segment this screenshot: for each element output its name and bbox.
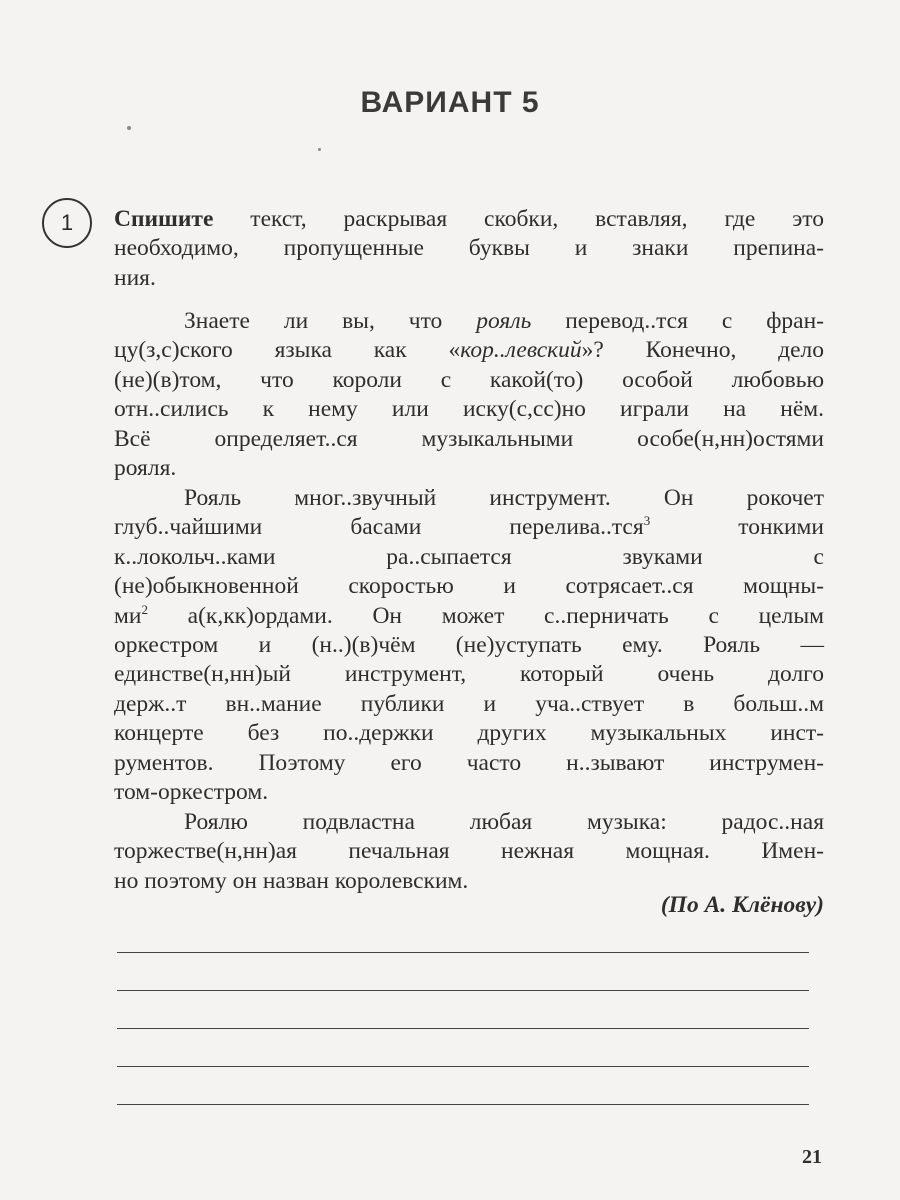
- text-line: но поэтому он назван королевским.: [114, 867, 469, 894]
- variant-title: ВАРИАНТ 5: [360, 86, 540, 119]
- text-line: (не)обыкновенной скоростью и сотрясает..ся мощны-: [114, 573, 824, 600]
- text-paragraph-1: [114, 307, 824, 483]
- text-line: Всё определяет..ся музыкальными особе(н,нн)остями: [114, 425, 824, 452]
- text-line: торжестве(н,нн)ая печальная нежная мощная. Имен-: [114, 838, 824, 865]
- text-line: держ..т вн..мание публики и уча..ствует в больш..м: [114, 690, 824, 717]
- instruction-line: ния.: [114, 264, 156, 291]
- task-number-badge: 1: [42, 198, 92, 248]
- text-paragraph-3: [114, 808, 824, 896]
- text-line: отн..сились к нему или иску(с,сс)но играли на нём.: [114, 396, 824, 423]
- answer-line[interactable]: [117, 1104, 809, 1105]
- footnote-marker: 3: [643, 513, 651, 529]
- text-line: глуб..чайшими басами перелива..тся$^3$ тонкими: [114, 513, 825, 541]
- page-number: 21: [802, 1146, 822, 1168]
- instruction-line: необходимо, пропущенные буквы и знаки препина-: [114, 235, 824, 262]
- text-line: Знаете ли вы, что рояль перевод..тся с фран-: [184, 308, 824, 334]
- source-attribution: (По А. Клёнову): [660, 892, 824, 918]
- text-line: Роялю подвластна любая музыка: радос..ная: [184, 809, 824, 835]
- answer-line[interactable]: [117, 1066, 809, 1067]
- instruction-line: Спишите текст, раскрывая скобки, вставляя, где это: [114, 206, 824, 232]
- instruction-lead: Спишите: [114, 206, 214, 232]
- text-line: (не)(в)том, что короли с какой(то) особой любовью: [114, 366, 824, 393]
- answer-line[interactable]: [117, 952, 809, 953]
- italic-word: рояль: [476, 308, 532, 334]
- text-line: Рояль мног..звучный инструмент. Он рокочет: [184, 485, 824, 511]
- text-line: $ми^2$ а(к,кк)ордами. Он может с..перничать с целым: [114, 601, 824, 629]
- text-line: к..локольч..ками ра..сыпается звуками с: [114, 543, 824, 570]
- answer-line[interactable]: [117, 1028, 809, 1029]
- print-speck: [318, 148, 321, 151]
- text-line: том-оркестром.: [114, 778, 269, 805]
- text-line: концерте без по..держки других музыкальных инст-: [114, 720, 824, 747]
- text-line: единстве(н,нн)ый инструмент, который очень долго: [114, 661, 824, 688]
- italic-word: кор..левский: [460, 337, 582, 364]
- answer-line[interactable]: [117, 990, 809, 991]
- task-instruction: [114, 205, 824, 293]
- text-paragraph-2: [114, 484, 824, 807]
- text-line: рояля.: [114, 454, 177, 481]
- print-speck: [127, 126, 131, 130]
- footnote-marker: 2: [141, 601, 148, 617]
- text-line: рументов. Поэтому его часто н..зывают инструмен-: [114, 749, 824, 776]
- text-line: цу(з,с)ского языка как «кор..левский»? Конечно, дело: [114, 337, 824, 364]
- text-line: оркестром и (н..)(в)чём (не)уступать ему. Рояль —: [114, 631, 824, 658]
